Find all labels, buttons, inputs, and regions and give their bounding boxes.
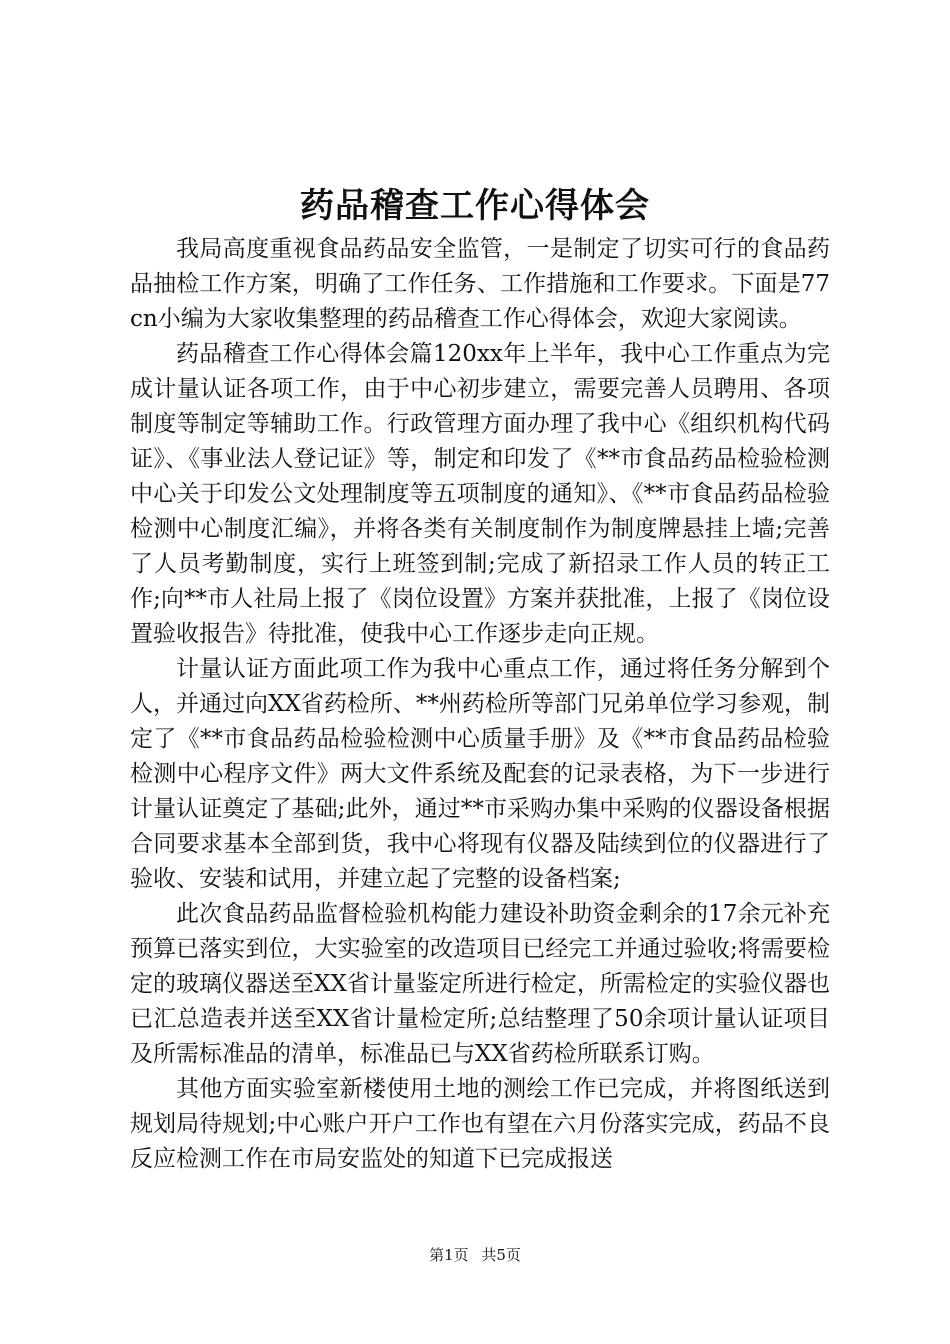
paragraph-part-1: 药品稽查工作心得体会篇120xx年上半年，我中心工作重点为完成计量认证各项工作，由于中心初步建立，需要完善人员聘用、各项制度等制定等辅助工作。行政管理方面办理了我中心《组织机构代码证》、《事业法人登记证》等，制定和印发了《**市食品药品检验检测中心关于印发公文处理制度等五项制度的通知》、《**市食品药品检验检测中心制度汇编》，并将各类有关制度制作为制度牌悬挂上墙;完善了人员考勤制度，实行上班签到制;完成了新招录工作人员的转正工作;向**市人社局上报了《岗位设置》方案并获批准，上报了《岗位设置验收报告》待批准，使我中心工作逐步走向正规。 bbox=[130, 341, 830, 647]
paragraph-funding: 此次食品药品监督检验机构能力建设补助资金剩余的17余元补充预算已落实到位，大实验室的改造项目已经完工并通过验收;将需要检定的玻璃仪器送至XX省计量鉴定所进行检定，所需检定的实验仪器也已汇总造表并送至XX省计量检定所;总结整理了50余项计量认证项目及所需标准品的清单，标准品已与XX省药检所联系订购。 bbox=[130, 901, 830, 1067]
paragraph-metrology: 计量认证方面此项工作为我中心重点工作，通过将任务分解到个人，并通过向XX省药检所、**州药检所等部门兄弟单位学习参观，制定了《**市食品药品检验检测中心质量手册》及《**市食品药品检验检测中心程序文件》两大文件系统及配套的记录表格，为下一步进行计量认证奠定了基础;此外，通过**市采购办集中采购的仪器设备根据合同要求基本全部到货，我中心将现有仪器及陆续到位的仪器进行了验收、安装和试用，并建立起了完整的设备档案; bbox=[130, 656, 830, 892]
document-title: 药品稽查工作心得体会 bbox=[300, 186, 650, 226]
paragraph-other: 其他方面实验室新楼使用土地的测绘工作已完成，并将图纸送到规划局待规划;中心账户开户工作也有望在六月份落实完成，药品不良反应检测工作在市局安监处的知道下已完成报送 bbox=[130, 1076, 830, 1172]
page-footer bbox=[0, 1245, 950, 1265]
page-total: 共5页 bbox=[481, 1246, 521, 1264]
paragraph-intro: 我局高度重视食品药品安全监管，一是制定了切实可行的食品药品抽检工作方案，明确了工作任务、工作措施和工作要求。下面是77cn小编为大家收集整理的药品稽查工作心得体会，欢迎大家阅读。 bbox=[130, 236, 830, 332]
page-number: 第1页 bbox=[429, 1246, 469, 1264]
document-body bbox=[130, 232, 830, 1177]
